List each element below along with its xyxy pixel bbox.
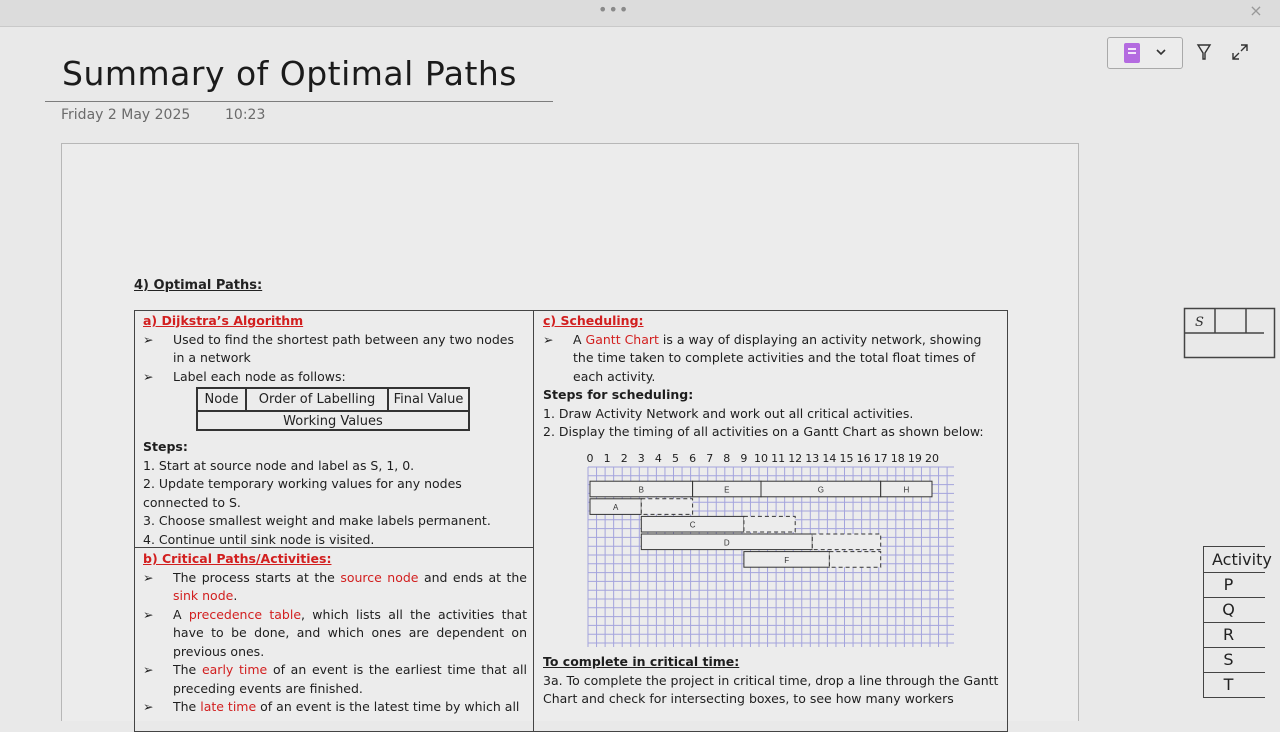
axis-tick-label: 18 [890,452,905,465]
offpage-activity-table [1203,546,1272,706]
arrow-bullet-icon: ➢ [143,331,154,347]
cell-final-value: Final Value [393,392,464,407]
scheduling-title: c) Scheduling: [543,313,644,328]
cell-node: Node [204,392,239,407]
text-run: The [173,699,201,714]
axis-tick-label: 10 [754,452,768,465]
column-divider [533,311,534,731]
text-run: . [233,588,238,603]
axis-tick-label: 7 [706,452,714,465]
axis-tick-label: 16 [856,452,871,465]
text-run: of an event is the earliest time that all preceding events are finished. [173,662,527,696]
axis-tick-label: 19 [907,452,922,465]
page-time: 10:23 [225,107,266,123]
activity-row: R [1203,623,1265,648]
axis-tick-label: 5 [672,452,679,465]
offpage-cell-s: S [1195,315,1204,330]
text-run: , which lists all the activities that have to be done, and which ones are dependent on previous ones. [173,606,527,659]
gantt-float-c [744,516,795,532]
axis-tick-label: 11 [771,452,786,465]
keyword-early-time: early time [201,662,268,677]
scheduling-steps-heading: Steps for scheduling: [543,387,694,402]
axis-tick-label: 4 [654,452,662,465]
page-title[interactable]: Summary of Optimal Paths [62,54,518,93]
drag-grip-icon[interactable]: ••• [598,0,630,19]
gantt-label: E [724,485,730,495]
axis-tick-label: 15 [839,452,854,465]
axis-tick-label: 6 [689,452,697,465]
gantt-float-f [829,552,880,568]
window-titlebar [0,0,1280,27]
arrow-bullet-icon: ➢ [143,699,154,714]
axis-tick-label: 12 [788,452,803,465]
activity-row: P [1203,573,1265,598]
dijkstra-section [143,312,527,386]
notebook-icon [1124,43,1140,63]
axis-tick-label: 9 [740,452,748,465]
title-divider [45,101,553,102]
arrow-bullet-icon: ➢ [143,368,154,384]
summary-table [134,310,1008,732]
axis-tick-label: 14 [822,452,837,465]
bullet-item [143,606,527,662]
critical-time-heading: To complete in critical time: [543,654,740,669]
keyword-sink-node: sink node [173,588,234,603]
cell-order: Order of Labelling [258,392,376,407]
keyword-precedence-table: precedence table [188,606,302,622]
axis-tick-label: 3 [637,452,645,465]
activity-row: T [1203,673,1265,698]
section-heading: 4) Optimal Paths: [134,278,263,293]
critical-section [143,550,527,717]
labelling-header-row [198,389,468,412]
critical-title: b) Critical Paths/Activities: [143,551,332,566]
gantt-label: H [903,485,910,495]
scheduling-section [543,312,1001,706]
arrow-bullet-icon: ➢ [143,606,154,622]
gantt-label: C [689,520,696,530]
offpage-table-fragment [1184,308,1264,360]
step-item: 4. Continue until sink node is visited. [143,531,375,547]
gantt-axis [588,450,948,464]
bullet-item [143,331,527,368]
activity-header: Activity [1203,546,1265,573]
gantt-label: B [638,485,644,495]
text-run: The [173,662,202,677]
axis-tick-label: 17 [873,452,888,465]
arrow-bullet-icon: ➢ [143,662,154,677]
text-run: of an event is the latest time by which all [256,699,520,714]
arrow-bullet-icon: ➢ [143,569,154,585]
keyword-late-time: late time [200,699,257,714]
text-run: and ends at the [418,569,527,585]
gantt-float-a [641,499,692,515]
bullet-item [543,331,1001,387]
expand-icon[interactable] [1230,42,1250,62]
activity-row: Q [1203,598,1265,623]
document-page [61,143,1079,721]
axis-tick-label: 0 [586,452,594,465]
page-date: Friday 2 May 2025 [61,107,191,123]
keyword-gantt-chart: Gantt Chart [585,331,659,347]
labelling-table [196,387,470,431]
text-run: The process starts at the [173,569,341,585]
pen-icon[interactable] [1194,42,1214,62]
activity-row: S [1203,648,1265,673]
bullet-item [143,661,527,698]
arrow-bullet-icon: ➢ [543,331,554,347]
gantt-label: G [817,485,824,495]
gantt-chart [588,467,958,652]
critical-time-block [543,653,1001,709]
axis-tick-label: 13 [805,452,820,465]
axis-tick-label: 8 [723,452,731,465]
chevron-down-icon [1154,44,1168,60]
text-run: is a way of displaying an activity network, showing the time taken to complete activities and the total float times of each activity. [573,331,982,384]
bullet-item [143,368,527,387]
bullet-text: Used to find the shortest path between any two nodes in a network [173,331,514,365]
gantt-label: A [612,503,619,513]
dijkstra-steps [143,438,527,549]
axis-tick-label: 2 [620,452,628,465]
step-item: 2. Update temporary working values for any nodes connected to S. [143,476,462,510]
text-run: A [573,331,586,347]
gantt-float-d [812,534,880,550]
step-item: 1. Start at source node and label as S, 1, 0. [143,457,415,473]
cell-working-values: Working Values [283,414,383,429]
steps-heading: Steps: [143,439,188,454]
gantt-label: F [784,555,790,565]
axis-tick-label: 1 [603,452,611,465]
critical-time-text: 3a. To complete the project in critical time, drop a line through the Gantt Chart and check for intersecting boxes, to see how many workers [543,672,999,706]
close-icon[interactable]: × [1249,1,1263,20]
step-item: 3. Choose smallest weight and make labels permanent. [143,513,491,528]
notebook-switcher-button[interactable] [1107,37,1183,69]
gantt-label: D [723,538,730,548]
keyword-source-node: source node [340,569,419,585]
bullet-item [143,698,527,717]
step-item: 1. Draw Activity Network and work out all critical activities. [543,405,914,421]
axis-tick-label: 20 [925,452,939,465]
step-item: 2. Display the timing of all activities on a Gantt Chart as shown below: [543,424,984,439]
text-run: A [173,606,189,622]
bullet-text: Label each node as follows: [173,368,346,384]
dijkstra-title: a) Dijkstra’s Algorithm [143,313,304,328]
bullet-item [143,569,527,606]
